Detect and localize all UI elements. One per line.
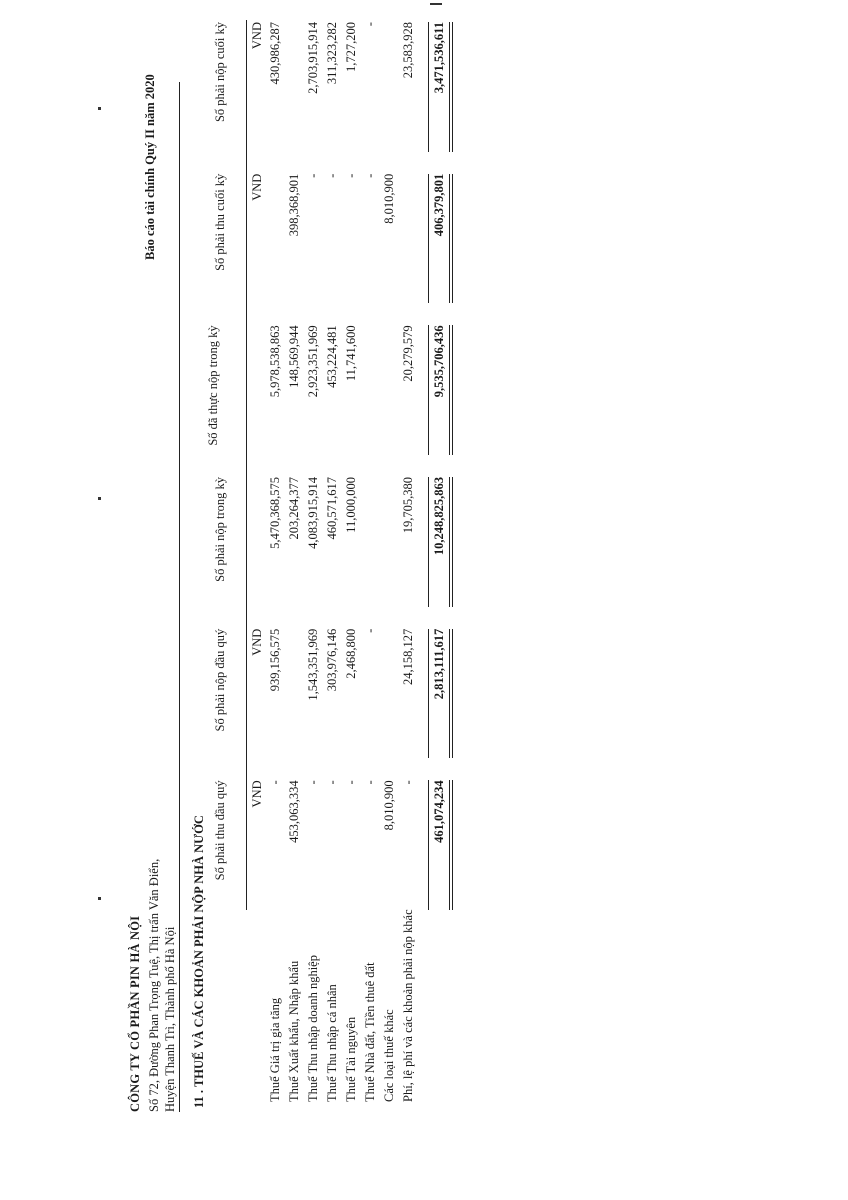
table-cell: 311,323,282 bbox=[325, 22, 339, 85]
table-cell: 453,224,481 bbox=[325, 325, 339, 388]
table-cell: 430,986,287 bbox=[268, 22, 282, 85]
table-cell: 4,083,915,914 bbox=[306, 477, 320, 549]
column-header: Số phải nộp cuối kỳ bbox=[213, 22, 227, 123]
unit-label: VND bbox=[250, 628, 264, 656]
scan-speck bbox=[98, 897, 101, 900]
table-cell: - bbox=[363, 173, 377, 178]
table-cell: - bbox=[306, 780, 320, 785]
total-cell: 10,248,825,863 bbox=[432, 477, 446, 556]
company-address-line1: Số 72, Đường Phan Trọng Tuệ, Thị trấn Văn Điển, bbox=[147, 858, 161, 1112]
table-cell: 453,063,334 bbox=[287, 780, 301, 843]
table-cell: 460,571,617 bbox=[325, 477, 339, 540]
row-label: Thuế Thu nhập cá nhân bbox=[325, 984, 339, 1102]
row-label: Phí, lệ phí và các khoản phải nộp khác bbox=[401, 909, 415, 1102]
row-label: Thuế Giá trị gia tăng bbox=[268, 997, 282, 1102]
column-header: Số phải thu đầu quý bbox=[213, 780, 227, 881]
total-double-rule bbox=[449, 780, 453, 910]
unit-label: VND bbox=[250, 780, 264, 808]
subtotal-rule bbox=[428, 325, 429, 455]
table-cell: 2,468,800 bbox=[344, 628, 358, 679]
company-address-line2: Huyện Thanh Trì, Thành phố Hà Nội bbox=[163, 926, 177, 1112]
subtotal-rule bbox=[428, 629, 429, 759]
subtotal-rule bbox=[428, 174, 429, 304]
row-label: Thuế Nhà đất, Tiền thuê đất bbox=[363, 962, 377, 1102]
table-cell: 203,264,377 bbox=[287, 477, 301, 540]
total-cell: 406,379,801 bbox=[432, 173, 446, 237]
total-cell: 461,074,234 bbox=[432, 780, 446, 843]
column-header-rule bbox=[246, 20, 247, 910]
row-label: Thuế Thu nhập doanh nghiệp bbox=[306, 955, 320, 1102]
table-cell: 398,368,901 bbox=[287, 173, 301, 237]
column-header: Số phải nộp trong kỳ bbox=[213, 477, 227, 582]
table-cell: - bbox=[344, 173, 358, 178]
column-header: Số phải thu cuối kỳ bbox=[213, 173, 227, 271]
table-cell: 8,010,900 bbox=[382, 173, 396, 224]
table-cell: - bbox=[325, 173, 339, 178]
scan-speck bbox=[98, 497, 101, 500]
section-title: 11 . THUẾ VÀ CÁC KHOẢN PHẢI NỘP NHÀ NƯỚC bbox=[192, 815, 206, 1108]
table-cell: - bbox=[325, 780, 339, 785]
table-cell: 939,156,575 bbox=[268, 628, 282, 692]
report-title: Báo cáo tài chính Quý II năm 2020 bbox=[143, 74, 157, 260]
table-cell: 19,705,380 bbox=[401, 477, 415, 534]
unit-label: VND bbox=[250, 173, 264, 201]
table-cell: - bbox=[363, 628, 377, 633]
subtotal-rule bbox=[428, 477, 429, 607]
total-double-rule bbox=[449, 477, 453, 607]
total-double-rule bbox=[449, 22, 453, 152]
table-cell: 11,000,000 bbox=[344, 477, 358, 533]
unit-label: VND bbox=[250, 22, 264, 50]
header-divider bbox=[179, 82, 180, 1112]
scan-speck bbox=[430, 3, 442, 5]
table-cell: 5,978,538,863 bbox=[268, 325, 282, 398]
subtotal-rule bbox=[428, 780, 429, 910]
total-cell: 9,535,706,436 bbox=[432, 325, 446, 398]
total-double-rule bbox=[449, 174, 453, 304]
row-label: Thuế Tài nguyên bbox=[344, 1016, 358, 1102]
table-cell: - bbox=[363, 22, 377, 27]
table-cell: 23,583,928 bbox=[401, 22, 415, 79]
table-cell: 11,741,600 bbox=[344, 325, 358, 382]
table-cell: 148,569,944 bbox=[287, 325, 301, 388]
table-cell: 2,703,915,914 bbox=[306, 22, 320, 94]
company-name: CÔNG TY CỔ PHẦN PIN HÀ NỘI bbox=[128, 915, 142, 1112]
table-cell: 2,923,351,969 bbox=[306, 325, 320, 398]
subtotal-rule bbox=[428, 22, 429, 152]
table-cell: 1,543,351,969 bbox=[306, 628, 320, 701]
total-cell: 3,471,536,611 bbox=[432, 22, 446, 94]
total-cell: 2,813,111,617 bbox=[432, 628, 446, 700]
table-cell: - bbox=[306, 173, 320, 178]
column-header: Số phải nộp đầu quý bbox=[213, 628, 227, 732]
row-label: Thuế Xuất khẩu, Nhập khẩu bbox=[287, 960, 301, 1102]
scan-speck bbox=[98, 107, 101, 110]
total-double-rule bbox=[449, 629, 453, 759]
column-header: Số đã thực nộp trong kỳ bbox=[206, 325, 220, 446]
table-cell: - bbox=[363, 780, 377, 785]
table-cell: 5,470,368,575 bbox=[268, 477, 282, 549]
table-cell: - bbox=[344, 780, 358, 785]
table-cell: 303,976,146 bbox=[325, 628, 339, 692]
table-cell: 24,158,127 bbox=[401, 628, 415, 685]
table-cell: 20,279,579 bbox=[401, 325, 415, 382]
table-cell: - bbox=[268, 780, 282, 785]
total-double-rule bbox=[449, 325, 453, 455]
row-label: Các loại thuế khác bbox=[382, 1009, 396, 1102]
table-cell: 8,010,900 bbox=[382, 780, 396, 831]
table-cell: - bbox=[401, 780, 415, 785]
table-cell: 1,727,200 bbox=[344, 22, 358, 73]
